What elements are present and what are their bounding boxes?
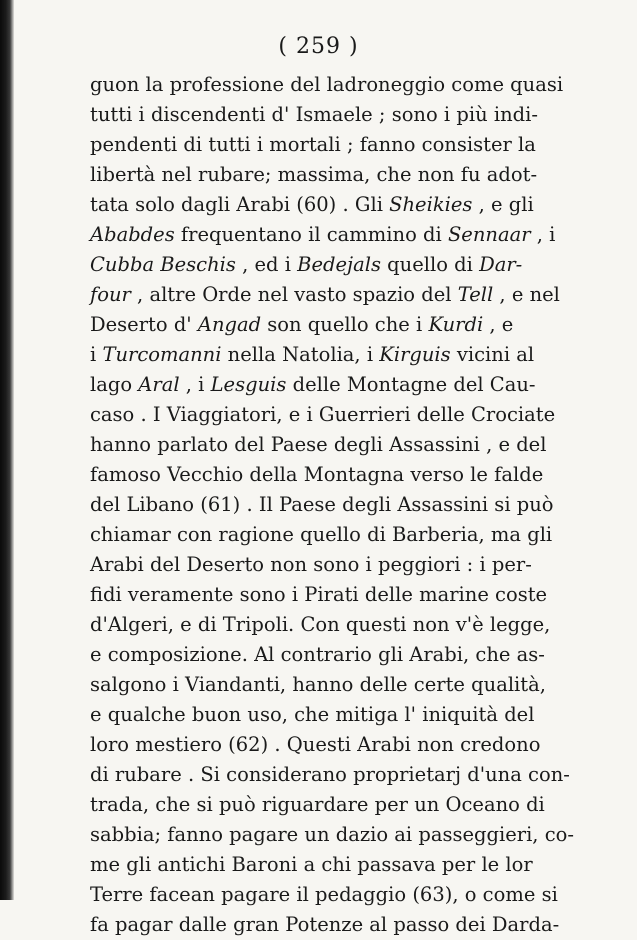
text-line: salgono i Viandanti, hanno delle certe qualità,	[90, 673, 546, 696]
binding-edge	[0, 0, 14, 900]
text-line: four , altre Orde nel vasto spazio del Tell , e nel	[90, 283, 560, 306]
text-line: di rubare . Si considerano proprietarj d'una con-	[90, 763, 570, 786]
text-line: tutti i discendenti d' Ismaele ; sono i più indi-	[90, 103, 538, 126]
text-line: me gli antichi Baroni a chi passava per le lor	[90, 853, 533, 876]
text-line: Deserto d' Angad son quello che i Kurdi , e	[90, 313, 514, 336]
text-line: trada, che si può riguardare per un Oceano di	[90, 793, 545, 816]
text-line: lago Aral , i Lesguis delle Montagne del Cau-	[90, 373, 536, 396]
body-text	[90, 70, 574, 940]
text-line: Ababdes frequentano il cammino di Sennaar , i	[90, 223, 556, 246]
text-line: chiamar con ragione quello di Barberia, ma gli	[90, 523, 553, 546]
text-line: Terre facean pagare il pedaggio (63), o come si	[90, 883, 558, 906]
text-line: hanno parlato del Paese degli Assassini , e del	[90, 433, 547, 456]
text-line: fa pagar dalle gran Potenze al passo dei Darda-	[90, 913, 560, 936]
text-line: pendenti di tutti i mortali ; fanno consister la	[90, 133, 536, 156]
text-line: i Turcomanni nella Natolia, i Kirguis vicini al	[90, 343, 535, 366]
page-number: ( 259 )	[278, 34, 359, 59]
text-line: loro mestiero (62) . Questi Arabi non credono	[90, 733, 541, 756]
text-line: del Libano (61) . Il Paese degli Assassini si può	[90, 493, 554, 516]
text-line: famoso Vecchio della Montagna verso le falde	[90, 463, 544, 486]
text-line: sabbia; fanno pagare un dazio ai passeggieri, co-	[90, 823, 574, 846]
text-line: tata solo dagli Arabi (60) . Gli Sheikies , e gli	[90, 193, 534, 216]
text-line: e composizione. Al contrario gli Arabi, che as-	[90, 643, 545, 666]
text-line: caso . I Viaggiatori, e i Guerrieri delle Crociate	[90, 403, 556, 426]
text-line: libertà nel rubare; massima, che non fu adot-	[90, 163, 538, 186]
text-line: d'Algeri, e di Tripoli. Con questi non v'è legge,	[90, 613, 551, 636]
text-line: Cubba Beschis , ed i Bedejals quello di Dar-	[90, 253, 523, 276]
text-line: fidi veramente sono i Pirati delle marine coste	[90, 583, 548, 606]
text-line: guon la professione del ladroneggio come quasi	[90, 73, 564, 96]
text-line: Arabi del Deserto non sono i peggiori : i per-	[90, 553, 532, 576]
text-line: e qualche buon uso, che mitiga l' iniquità del	[90, 703, 535, 726]
